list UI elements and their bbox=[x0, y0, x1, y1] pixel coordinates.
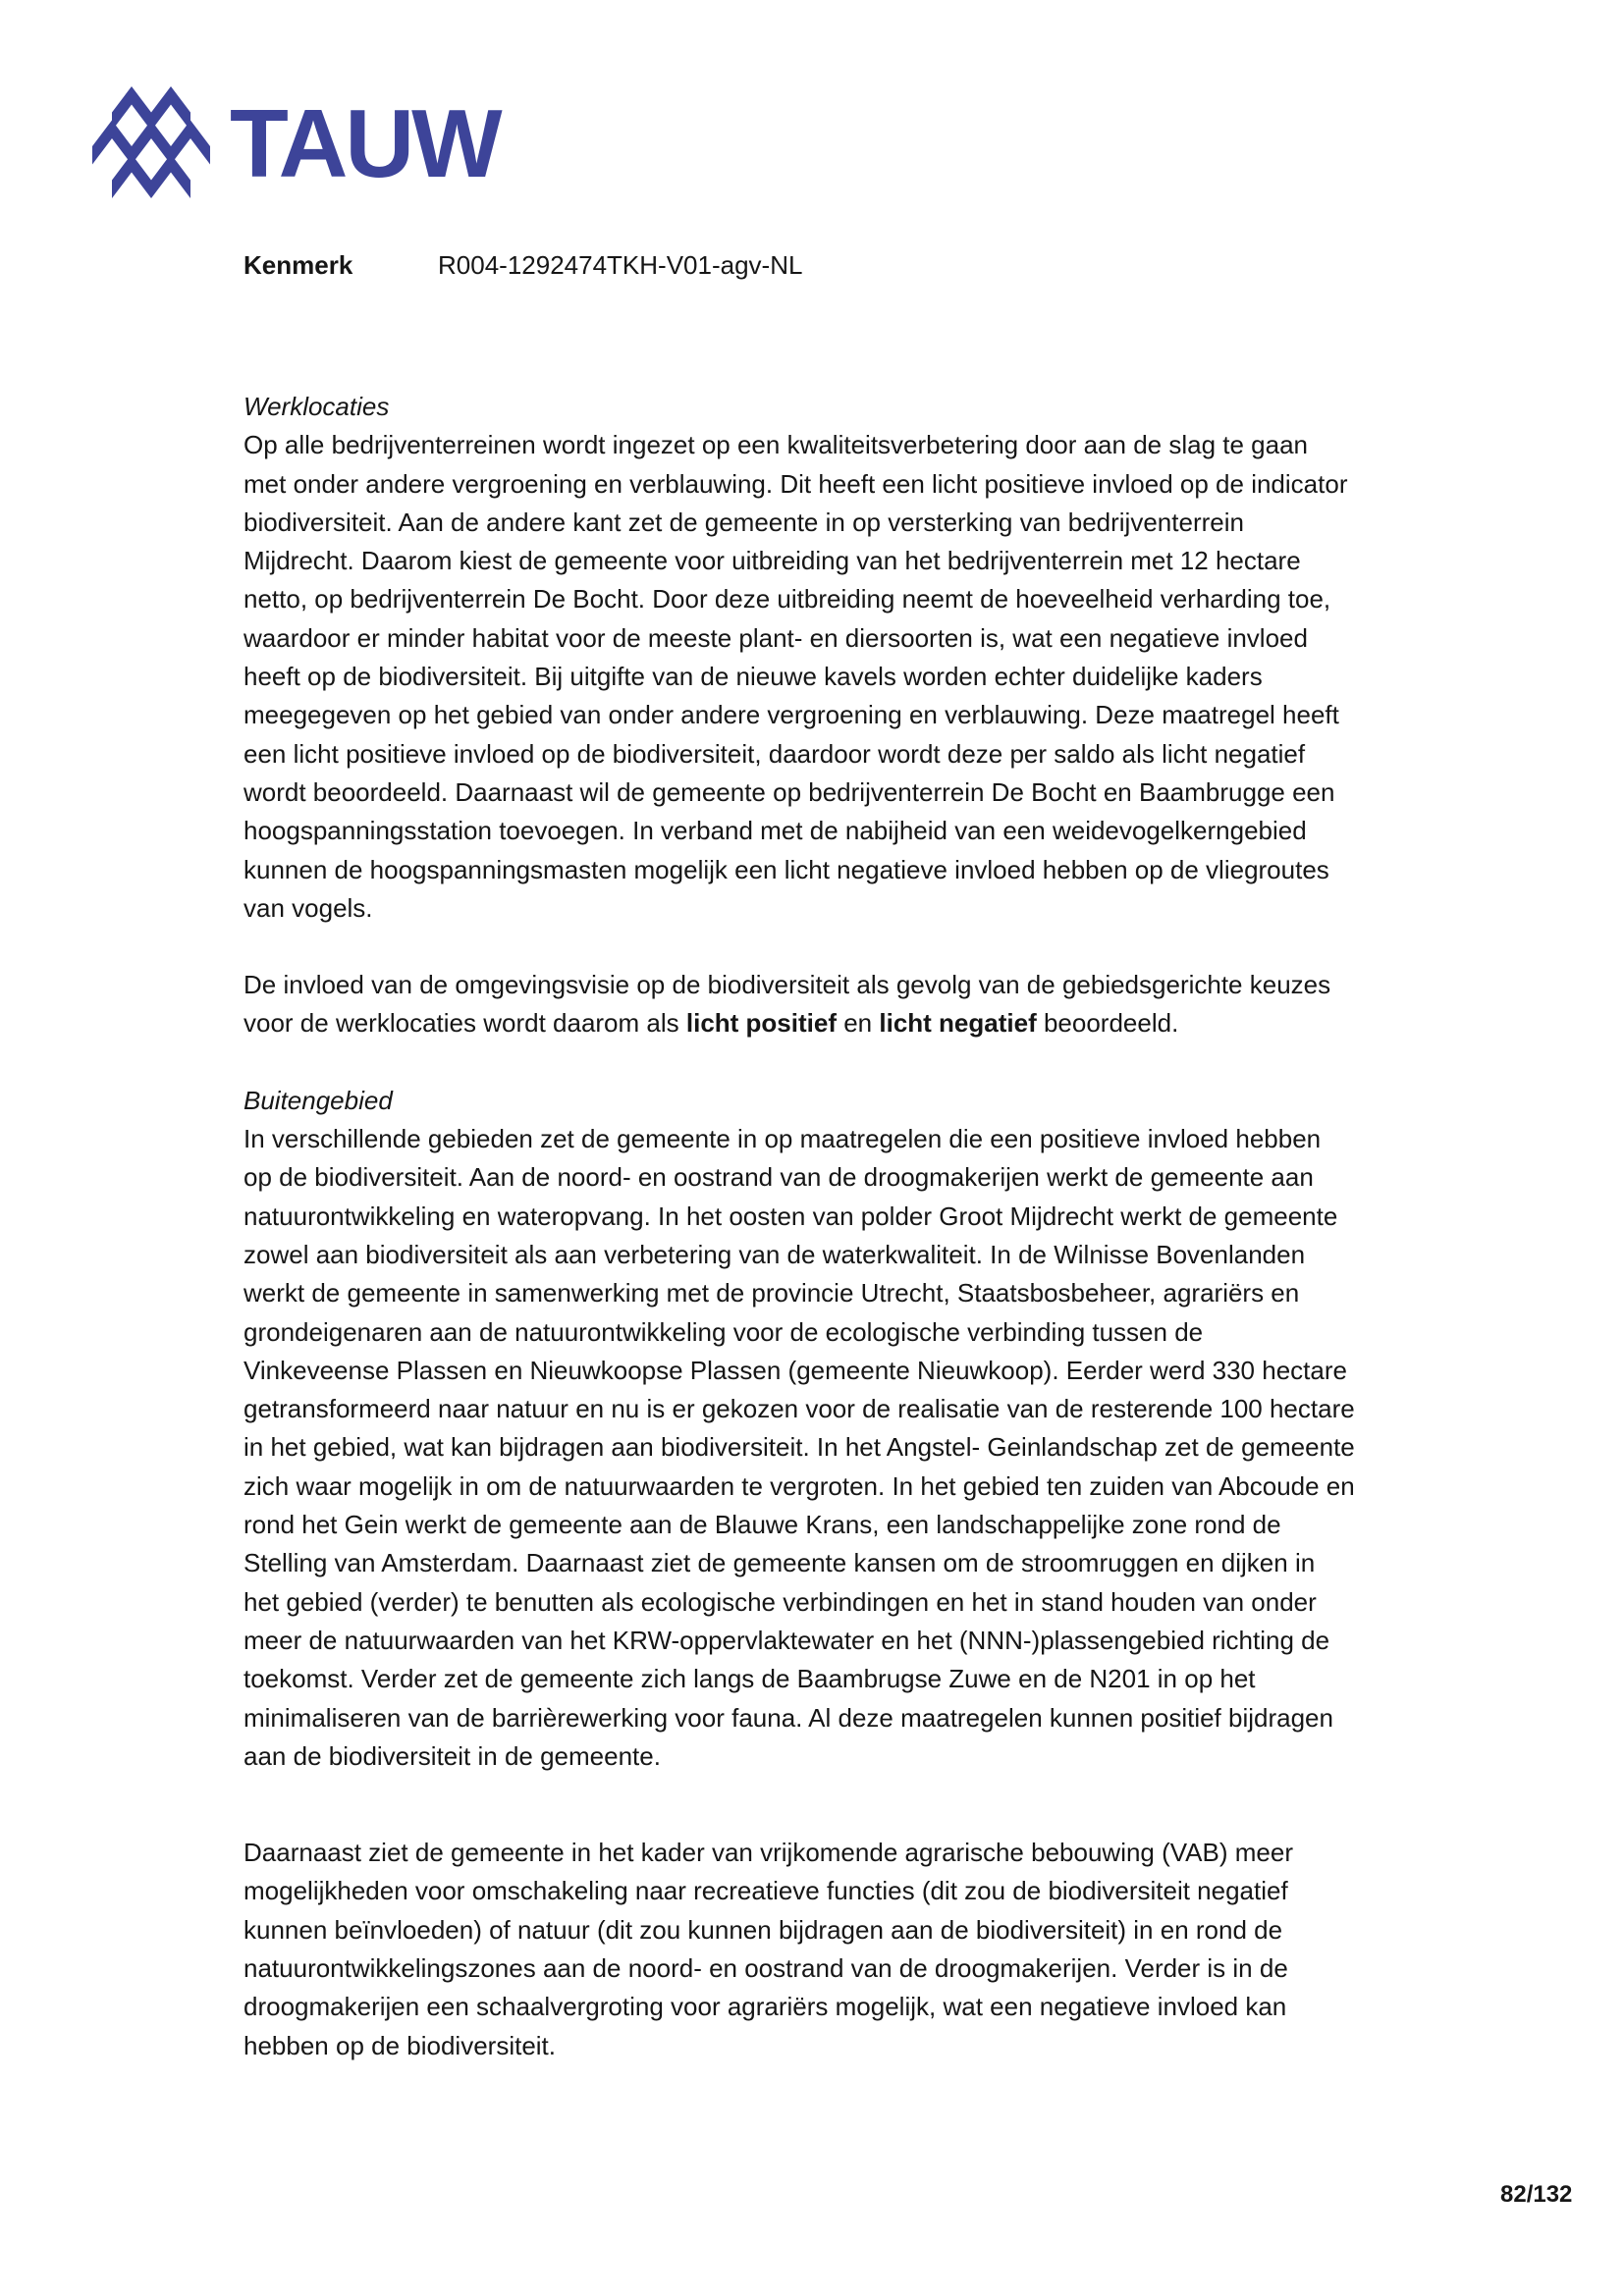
text-line: met onder andere vergroening en verblauwing. Dit heeft een licht positieve invloed op de indicator bbox=[244, 468, 1348, 499]
page-number: 82/132 bbox=[1500, 2181, 1573, 2208]
text-line: biodiversiteit. Aan de andere kant zet de gemeente in op versterking van bedrijventerrein bbox=[244, 507, 1244, 537]
text-line: meegegeven op het gebied van onder andere vergroening en verblauwing. Deze maatregel heeft bbox=[244, 700, 1339, 730]
section-heading: Buitengebied bbox=[244, 1085, 393, 1115]
kenmerk-row bbox=[244, 249, 802, 281]
text-segment: voor de werklocaties wordt daarom als bbox=[244, 1008, 686, 1039]
text-line: meer de natuurwaarden van het KRW-oppervlaktewater en het (NNN-)plassengebied richting de bbox=[244, 1625, 1330, 1655]
text-line: Stelling van Amsterdam. Daarnaast ziet de gemeente kansen om de stroomruggen en dijken in bbox=[244, 1548, 1316, 1578]
text-line: toekomst. Verder zet de gemeente zich langs de Baambrugse Zuwe en de N201 in op het bbox=[244, 1664, 1256, 1694]
text-line: natuurontwikkeling en wateropvang. In het oosten van polder Groot Mijdrecht werkt de gemeente bbox=[244, 1201, 1338, 1231]
text-line: Op alle bedrijventerreinen wordt ingezet op een kwaliteitsverbetering door aan de slag te gaan bbox=[244, 430, 1309, 460]
text-segment: en bbox=[837, 1008, 880, 1039]
text-line: grondeigenaren aan de natuurontwikkeling voor de ecologische verbinding tussen de bbox=[244, 1316, 1204, 1347]
text-line: van vogels. bbox=[244, 892, 373, 923]
text-line: getransformeerd naar natuur en nu is er gekozen voor de realisatie van de resterende 100 hectare bbox=[244, 1394, 1355, 1424]
text-line: Daarnaast ziet de gemeente in het kader van vrijkomende agrarische bebouwing (VAB) meer bbox=[244, 1838, 1293, 1868]
text-line: kunnen beïnvloeden) of natuur (dit zou kunnen bijdragen aan de biodiversiteit) in en rond de bbox=[244, 1914, 1283, 1945]
text-line: aan de biodiversiteit in de gemeente. bbox=[244, 1740, 661, 1771]
text-line: zich waar mogelijk in om de natuurwaarden te vergroten. In het gebied ten zuiden van Abcoude en bbox=[244, 1470, 1355, 1501]
paragraph bbox=[244, 426, 1412, 928]
text-line: natuurontwikkelingszones aan de noord- en oostrand van de droogmakerijen. Verder is in de bbox=[244, 1952, 1288, 1983]
section-heading: Werklocaties bbox=[244, 392, 390, 421]
text-line: heeft op de biodiversiteit. Bij uitgifte van de nieuwe kavels worden echter duidelijke kaders bbox=[244, 662, 1263, 692]
tauw-wave-icon bbox=[92, 86, 210, 198]
text-line: mogelijkheden voor omschakeling naar recreatieve functies (dit zou de biodiversiteit negatief bbox=[244, 1876, 1288, 1906]
text-line: kunnen de hoogspanningsmasten mogelijk een licht negatieve invloed hebben op de vliegroutes bbox=[244, 854, 1329, 884]
text-line: het gebied (verder) te benutten als ecologische verbindingen en het in stand houden van onder bbox=[244, 1586, 1317, 1617]
text-line: Mijdrecht. Daarom kiest de gemeente voor uitbreiding van het bedrijventerrein met 12 hectare bbox=[244, 546, 1301, 576]
text-line: In verschillende gebieden zet de gemeente in op maatregelen die een positieve invloed hebben bbox=[244, 1124, 1322, 1154]
bold-text-segment: licht negatief bbox=[879, 1008, 1037, 1039]
text-line bbox=[244, 1004, 1412, 1042]
text-line: wordt beoordeeld. Daarnaast wil de gemeente op bedrijventerrein De Bocht en Baambrugge een bbox=[244, 776, 1335, 807]
document-body bbox=[244, 388, 1412, 2065]
text-segment: beoordeeld. bbox=[1036, 1008, 1179, 1039]
bold-text-segment: licht positief bbox=[685, 1008, 837, 1039]
text-line: rond het Gein werkt de gemeente aan de Blauwe Krans, een landschappelijke zone rond de bbox=[244, 1510, 1281, 1540]
text-line: minimaliseren van de barrièrewerking voor fauna. Al deze maatregelen kunnen positief bijdragen bbox=[244, 1702, 1333, 1733]
text-line: hebben op de biodiversiteit. bbox=[244, 2030, 557, 2060]
text-line: werkt de gemeente in samenwerking met de provincie Utrecht, Staatsbosbeheer, agrariërs en bbox=[244, 1278, 1300, 1308]
text-line: zowel aan biodiversiteit als aan verbetering van de waterkwaliteit. In de Wilnisse Bovenlanden bbox=[244, 1239, 1306, 1269]
tauw-logo bbox=[92, 86, 500, 198]
kenmerk-label: Kenmerk bbox=[244, 250, 353, 280]
text-line: Vinkeveense Plassen en Nieuwkoopse Plassen (gemeente Nieuwkoop). Eerder werd 330 hectare bbox=[244, 1355, 1347, 1385]
text-line: netto, op bedrijventerrein De Bocht. Door deze uitbreiding neemt de hoeveelheid verharding toe, bbox=[244, 584, 1331, 614]
paragraph-spacer bbox=[244, 1776, 1412, 1834]
text-line: hoogspanningsstation toevoegen. In verband met de nabijheid van een weidevogelkerngebied bbox=[244, 816, 1307, 846]
text-line: in het gebied, wat kan bijdragen aan biodiversiteit. In het Angstel- Geinlandschap zet de gemeente bbox=[244, 1432, 1355, 1463]
text-line: De invloed van de omgevingsvisie op de biodiversiteit als gevolg van de gebiedsgerichte keuzes bbox=[244, 970, 1331, 1000]
paragraph bbox=[244, 1834, 1412, 2065]
tauw-logo-text: TAUW bbox=[230, 89, 500, 197]
text-line: waardoor er minder habitat voor de meeste plant- en diersoorten is, wat een negatieve invloed bbox=[244, 622, 1308, 653]
text-line: op de biodiversiteit. Aan de noord- en oostrand van de droogmakerijen werkt de gemeente aan bbox=[244, 1162, 1314, 1193]
paragraph bbox=[244, 966, 1412, 1043]
kenmerk-value: R004-1292474TKH-V01-agv-NL bbox=[438, 250, 803, 280]
text-line: droogmakerijen een schaalvergroting voor agrariërs mogelijk, wat een negatieve invloed kan bbox=[244, 1992, 1287, 2022]
text-line: een licht positieve invloed op de biodiversiteit, daardoor wordt deze per saldo als licht negatief bbox=[244, 738, 1306, 769]
paragraph-spacer bbox=[244, 928, 1412, 966]
paragraph-spacer bbox=[244, 1043, 1412, 1082]
paragraph bbox=[244, 1120, 1412, 1776]
